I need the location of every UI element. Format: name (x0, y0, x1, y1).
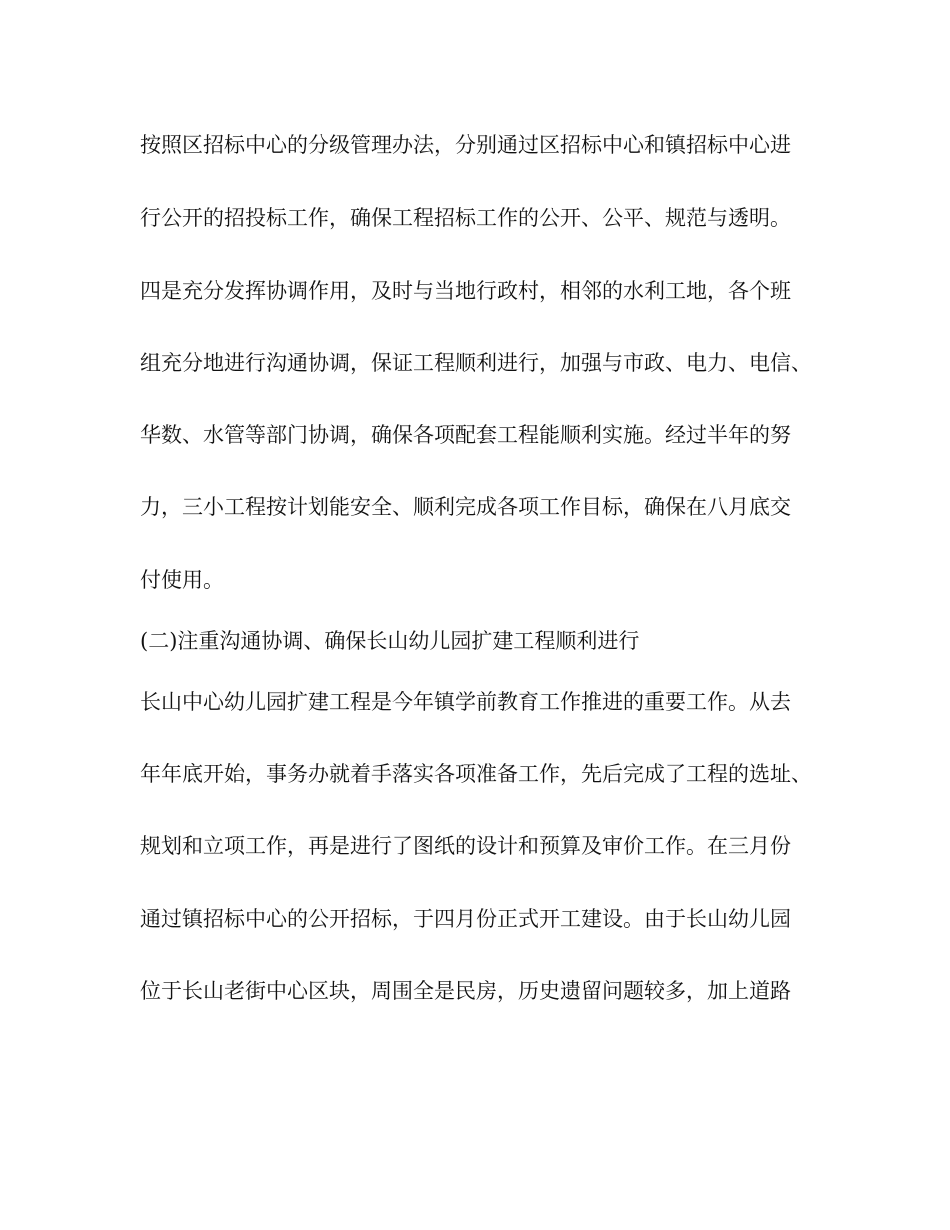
paragraph-line: 长山中心幼儿园扩建工程是今年镇学前教育工作推进的重要工作。从去 (140, 690, 791, 714)
paragraph-line: 通过镇招标中心的公开招标，于四月份正式开工建设。由于长山幼儿园 (140, 907, 791, 931)
paragraph-line: 按照区招标中心的分级管理办法，分别通过区招标中心和镇招标中心进 (140, 133, 791, 157)
section-heading: (二)注重沟通协调、确保长山幼儿园扩建工程顺利进行 (140, 629, 640, 653)
paragraph-line: 组充分地进行沟通协调，保证工程顺利进行，加强与市政、电力、电信、 (140, 351, 812, 375)
paragraph-line: 行公开的招投标工作，确保工程招标工作的公开、公平、规范与透明。 (140, 206, 791, 230)
paragraph-line: 力，三小工程按计划能安全、顺利完成各项工作目标，确保在八月底交 (140, 495, 791, 519)
paragraph-line: 华数、水管等部门协调，确保各项配套工程能顺利实施。经过半年的努 (140, 423, 791, 447)
paragraph-line: 位于长山老街中心区块，周围全是民房，历史遗留问题较多，加上道路 (140, 979, 791, 1003)
paragraph-line: 规划和立项工作，再是进行了图纸的设计和预算及审价工作。在三月份 (140, 834, 791, 858)
paragraph-line: 付使用。 (140, 568, 224, 592)
paragraph-line: 四是充分发挥协调作用，及时与当地行政村，相邻的水利工地，各个班 (140, 279, 791, 303)
paragraph-line: 年年底开始，事务办就着手落实各项准备工作，先后完成了工程的选址、 (140, 762, 812, 786)
